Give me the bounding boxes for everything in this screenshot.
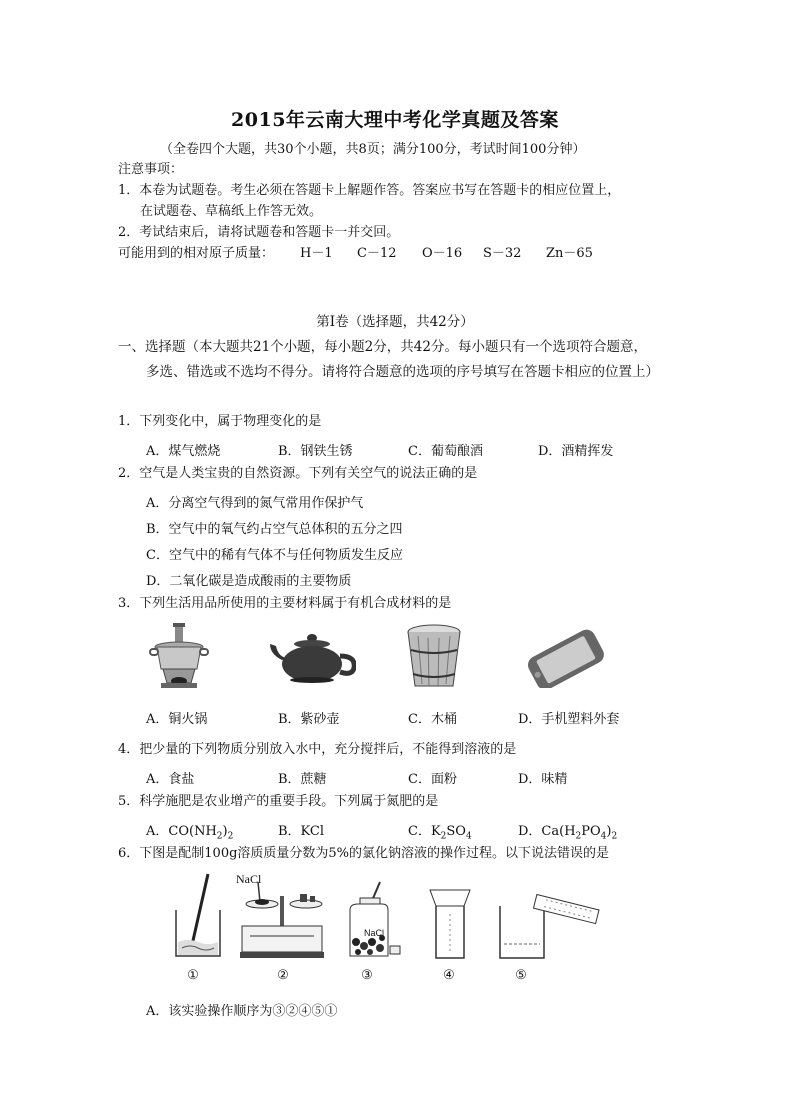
q2-option-d: D．二氧化碳是造成酸雨的主要物质 bbox=[146, 574, 352, 589]
nacl-label: NaCl bbox=[236, 872, 262, 886]
q6-stem: 6．下图是配制100g溶质质量分数为5%的氯化钠溶液的操作过程。以下说法错误的是 bbox=[118, 846, 610, 861]
q4-option-a: A．食盐 bbox=[146, 772, 195, 787]
notice-heading: 注意事项： bbox=[118, 162, 184, 177]
q1-option-d: D．酒精挥发 bbox=[538, 444, 614, 459]
q5-stem: 5．科学施肥是农业增产的重要手段。下列属于氮肥的是 bbox=[118, 794, 439, 809]
copper-hotpot-image bbox=[148, 623, 210, 691]
q4-option-d: D．味精 bbox=[518, 772, 568, 787]
atomic-mass-c: C－12 bbox=[357, 246, 397, 261]
q2-option-c: C．空气中的稀有气体不与任何物质发生反应 bbox=[146, 548, 403, 563]
q4-option-c: C．面粉 bbox=[408, 772, 457, 787]
pouring-cylinder-image bbox=[496, 888, 602, 960]
section1-intro-line1: 一、选择题（本大题共21个小题，每小题2分，共42分。每小题只有一个选项符合题意， bbox=[118, 339, 647, 355]
measuring-cylinder-image bbox=[428, 886, 472, 960]
wooden-bucket-image bbox=[406, 624, 462, 692]
section1-intro-line2: 多选、错选或不选均不得分。请将符合题意的选项的序号填写在答题卡相应的位置上） bbox=[146, 364, 659, 380]
q5-option-d: D．$Ca(H_2PO_4)_2$ bbox=[518, 824, 618, 842]
reagent-jar-image bbox=[344, 880, 402, 960]
q2-stem: 2．空气是人类宝贵的自然资源。下列有关空气的说法正确的是 bbox=[118, 466, 478, 481]
page-title: 2015年云南大理中考化学真题及答案 bbox=[231, 109, 559, 131]
exam-info: （全卷四个大题，共30个小题，共8页；满分100分，考试时间100分钟） bbox=[160, 142, 586, 157]
q1-option-a: A．煤气燃烧 bbox=[146, 444, 221, 459]
q6-option-a: A．该实验操作顺序为③②④⑤① bbox=[146, 1004, 338, 1019]
q2-option-a: A．分离空气得到的氮气常用作保护气 bbox=[146, 496, 364, 511]
q3-stem: 3．下列生活用品所使用的主要材料属于有机合成材料的是 bbox=[118, 596, 452, 611]
q4-option-b: B．蔗糖 bbox=[278, 772, 327, 787]
notice-1-cont: 在试题卷、草稿纸上作答无效。 bbox=[140, 204, 323, 219]
atomic-mass-o: O－16 bbox=[422, 246, 463, 261]
q2-option-b: B．空气中的氧气约占空气总体积的五分之四 bbox=[146, 522, 403, 537]
figure-label-2: ② bbox=[277, 968, 289, 983]
q3-option-b: B．紫砂壶 bbox=[278, 712, 340, 727]
atomic-mass-label: 可能用到的相对原子质量： bbox=[118, 246, 275, 261]
figure-label-3: ③ bbox=[361, 968, 373, 983]
q3-option-a: A．铜火锅 bbox=[146, 712, 208, 727]
figure-label-1: ① bbox=[187, 968, 199, 983]
beaker-stirring-image bbox=[168, 872, 228, 960]
figure-label-5: ⑤ bbox=[515, 968, 527, 983]
atomic-mass-h: H－1 bbox=[300, 246, 333, 261]
q1-option-c: C．葡萄酿酒 bbox=[408, 444, 483, 459]
q5-option-c: C．$K_2SO_4$ bbox=[408, 824, 472, 842]
q4-stem: 4．把少量的下列物质分别放入水中，充分搅拌后，不能得到溶液的是 bbox=[118, 742, 517, 757]
q1-stem: 1．下列变化中，属于物理变化的是 bbox=[118, 414, 322, 429]
q1-option-b: B．钢铁生锈 bbox=[278, 444, 353, 459]
atomic-mass-zn: Zn－65 bbox=[546, 246, 593, 261]
q5-option-a: A．$CO(NH_2)_2$ bbox=[146, 824, 234, 842]
part1-title: 第Ⅰ卷（选择题，共42分） bbox=[316, 314, 474, 330]
phone-case-image bbox=[520, 628, 610, 688]
atomic-mass-s: S－32 bbox=[483, 246, 522, 261]
notice-2: 2．考试结束后，请将试题卷和答题卡一并交回。 bbox=[118, 225, 400, 240]
zisha-teapot-image bbox=[268, 630, 356, 686]
notice-1: 1．本卷为试题卷。考生必须在答题卡上解题作答。答案应书写在答题卡的相应位置上， bbox=[118, 183, 621, 198]
q3-option-d: D．手机塑料外套 bbox=[518, 712, 620, 727]
q3-option-c: C．木桶 bbox=[408, 712, 457, 727]
nacl-jar-label: NaCl bbox=[364, 928, 385, 938]
q5-option-b: B．KCl bbox=[278, 824, 325, 839]
figure-label-4: ④ bbox=[443, 968, 455, 983]
